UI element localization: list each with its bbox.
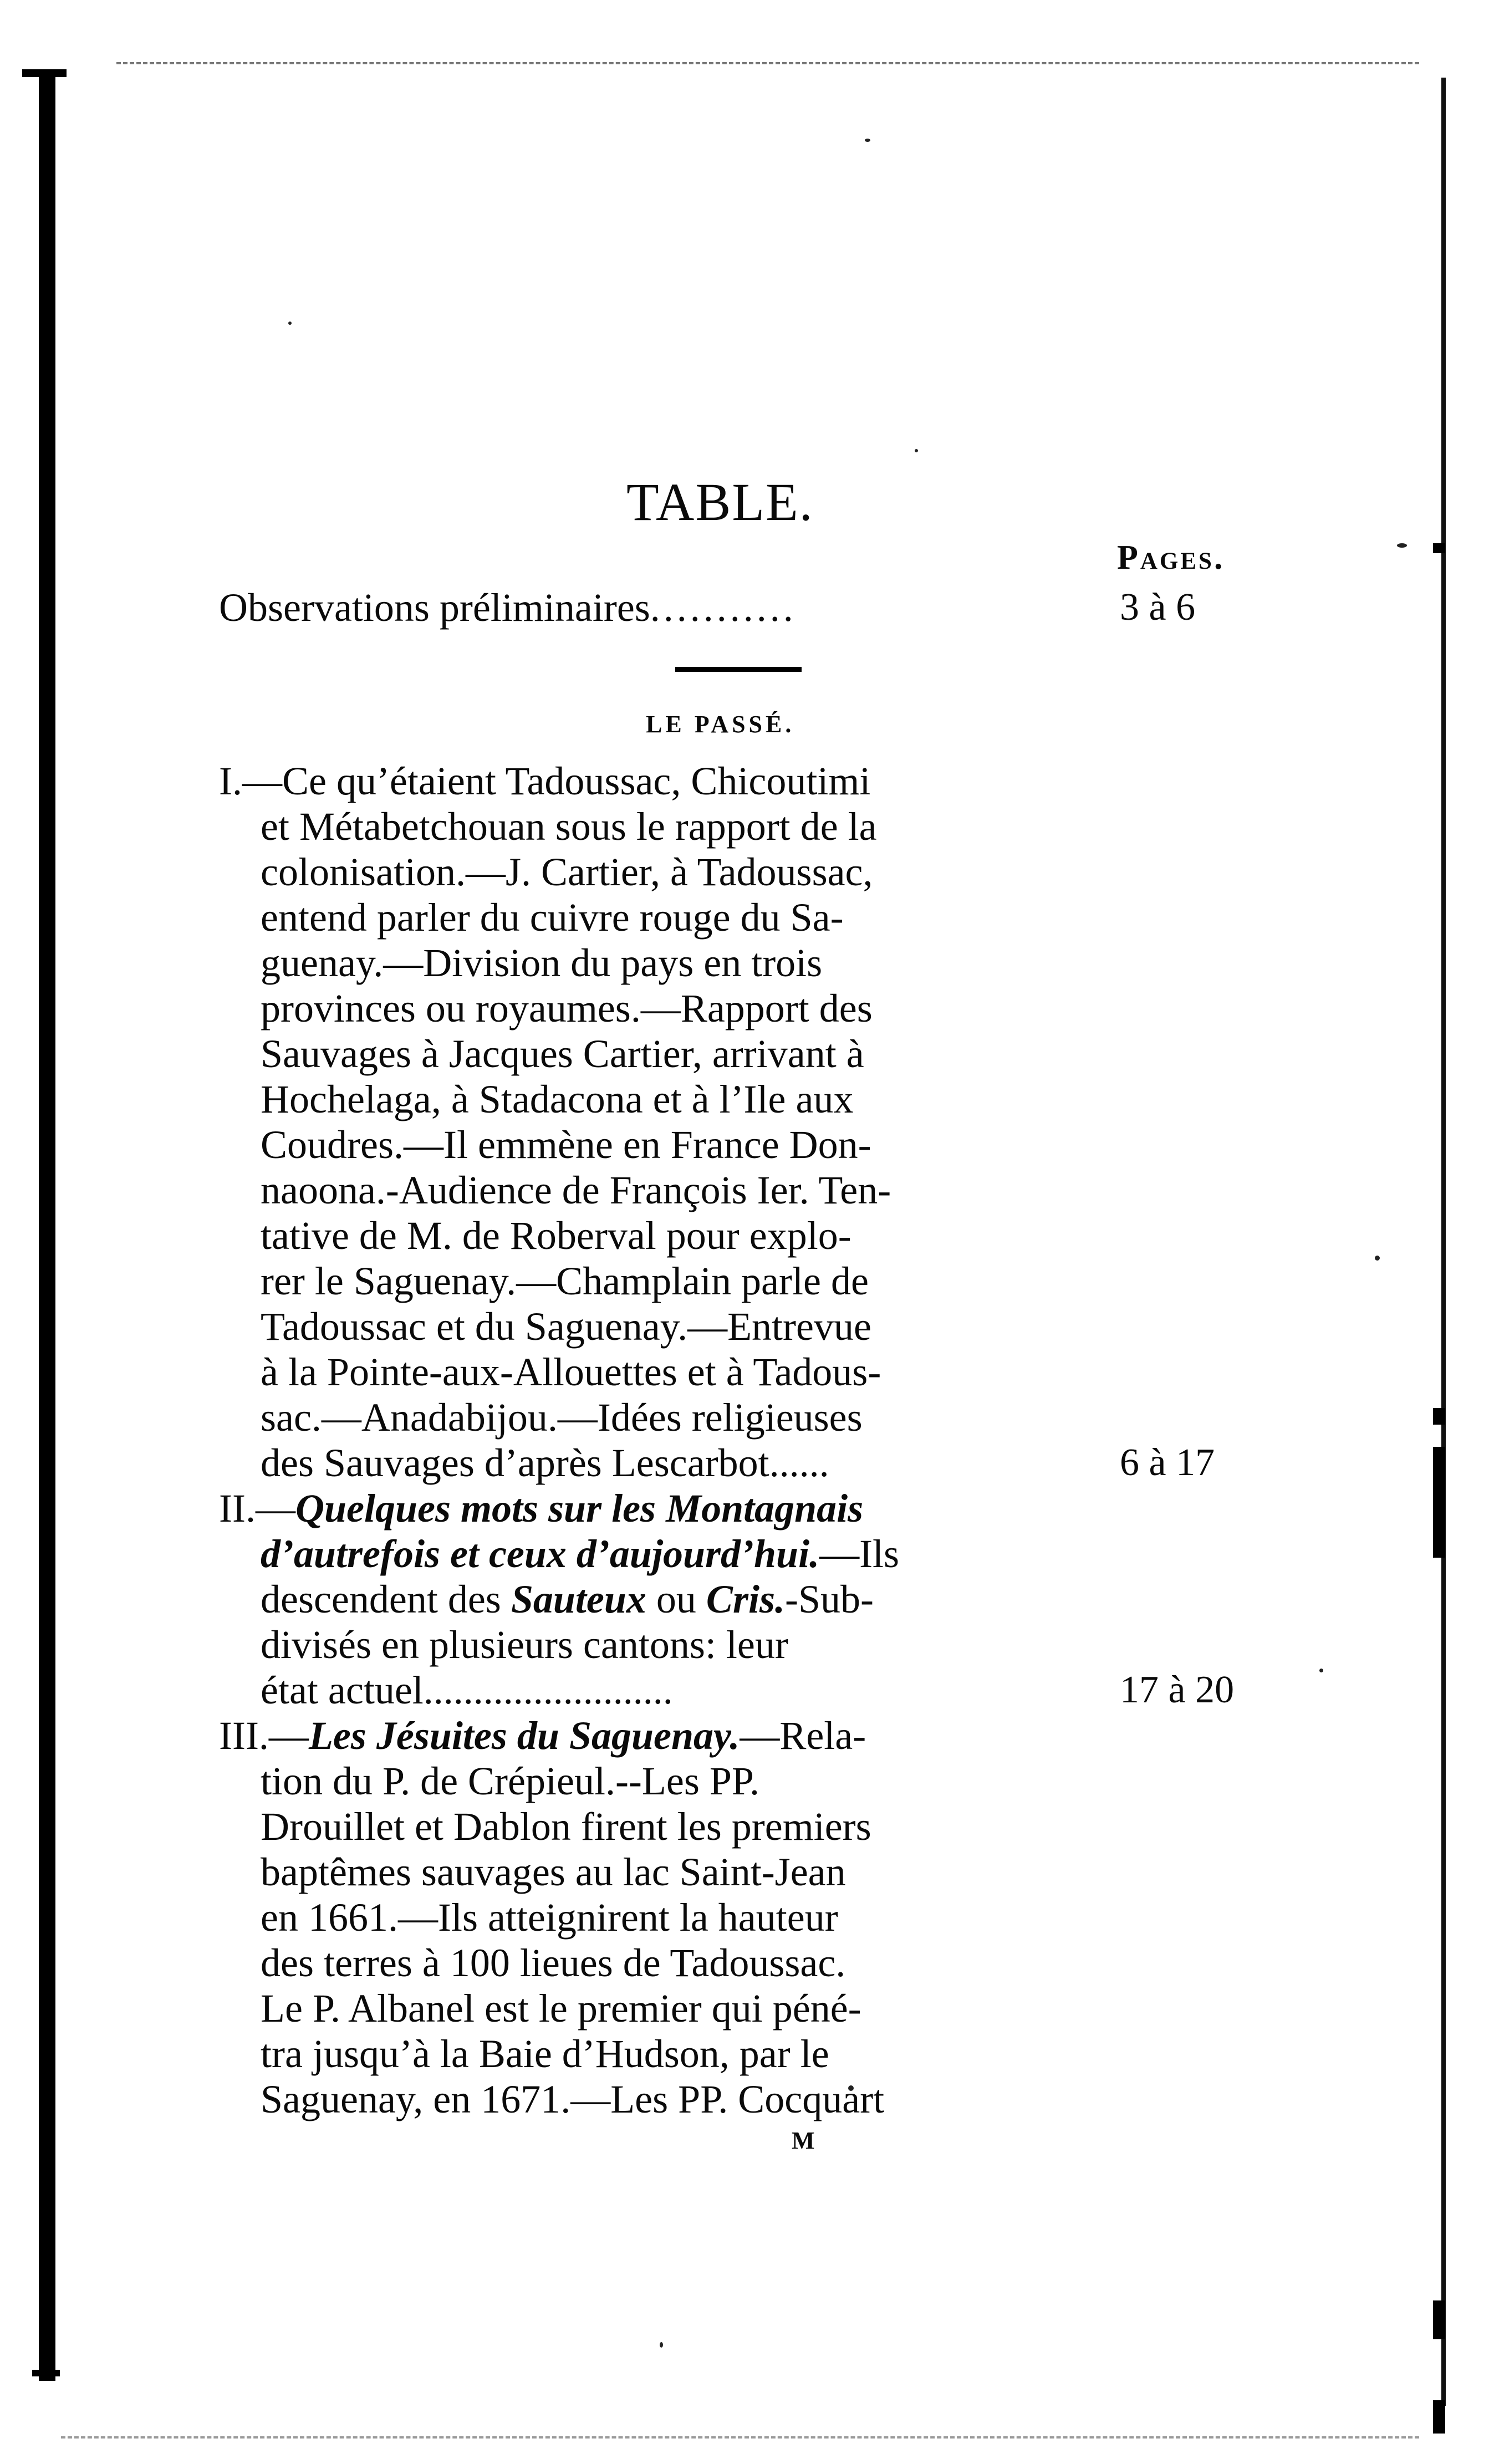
speck	[915, 449, 918, 452]
toc-line: provinces ou royaumes.—Rapport des	[261, 986, 873, 1031]
toc-line: guenay.—Division du pays en trois	[261, 941, 823, 985]
toc-entry-text: Observations préliminaires	[219, 585, 650, 630]
right-edge-mark	[1433, 2300, 1445, 2339]
toc-line: des Sauvages d’après Lescarbot......	[261, 1441, 829, 1485]
toc-line: entend parler du cuivre rouge du Sa-	[261, 895, 844, 940]
right-edge-mark	[1433, 2400, 1445, 2434]
toc-text: descendent des	[261, 1577, 511, 1621]
italic-term: Sauteux	[511, 1577, 646, 1621]
page-range: 6 à 17	[1120, 1441, 1215, 1484]
toc-line: en 1661.—Ils atteignirent la hauteur	[261, 1895, 838, 1940]
toc-line	[261, 1577, 874, 1622]
speck	[1397, 543, 1407, 548]
entry-title-italic: Quelques mots sur les Montagnais	[295, 1486, 864, 1531]
bottom-edge-dash	[61, 2436, 1419, 2439]
toc-line: Le P. Albanel est le premier qui péné-	[261, 1986, 861, 2031]
toc-line: à la Pointe-aux-Allouettes et à Tadous-	[261, 1350, 881, 1394]
entry-title-italic: Les Jésuites du Saguenay.	[308, 1713, 740, 1758]
toc-line	[219, 1713, 866, 1758]
right-edge-line	[1441, 78, 1446, 2406]
entry-title-italic: d’autrefois et ceux d’aujourd’hui.	[261, 1532, 820, 1576]
toc-line: Coudres.—Il emmène en France Don-	[261, 1123, 871, 1167]
toc-entry-preliminary	[219, 585, 797, 630]
toc-line: baptêmes sauvages au lac Saint-Jean	[261, 1850, 846, 1894]
toc-line: sac.—Anadabijou.—Idées religieuses	[261, 1395, 863, 1440]
toc-line: divisés en plusieurs cantons: leur	[261, 1623, 788, 1667]
toc-line: Hochelaga, à Stadacona et à l’Ile aux	[261, 1077, 854, 1121]
binding-edge-cap	[22, 69, 67, 77]
toc-line: Sauvages à Jacques Cartier, arrivant à	[261, 1032, 864, 1076]
toc-line: des terres à 100 lieues de Tadoussac.	[261, 1941, 846, 1985]
page-range: 3 à 6	[1120, 586, 1196, 629]
toc-line: colonisation.—J. Cartier, à Tadoussac,	[261, 850, 873, 894]
italic-term: Cris.	[706, 1577, 785, 1621]
right-edge-mark	[1433, 1408, 1445, 1425]
toc-line: tative de M. de Roberval pour explo-	[261, 1213, 851, 1258]
toc-line: Tadoussac et du Saguenay.—Entrevue	[261, 1304, 871, 1349]
leader-dots: ...........	[650, 585, 797, 630]
toc-line	[261, 1531, 899, 1577]
toc-line: rer le Saguenay.—Champlain parle de	[261, 1259, 869, 1303]
speck	[660, 2342, 663, 2348]
entry-number: II.—	[219, 1486, 295, 1531]
right-edge-mark	[1433, 543, 1445, 553]
section-divider	[675, 667, 802, 672]
toc-text: -Sub-	[785, 1577, 874, 1621]
page-title: TABLE.	[626, 472, 814, 532]
toc-line: tion du P. de Crépieul.--Les PP.	[261, 1759, 759, 1803]
section-heading: LE PASSÉ.	[646, 711, 795, 738]
binding-edge-foot	[32, 2370, 60, 2376]
toc-line: tra jusqu’à la Baie d’Hudson, par le	[261, 2032, 829, 2076]
right-edge-mark	[1433, 1447, 1445, 1558]
toc-line: I.—Ce qu’étaient Tadoussac, Chicoutimi	[219, 759, 871, 803]
speck	[1375, 1256, 1380, 1261]
toc-line: et Métabetchouan sous le rapport de la	[261, 804, 877, 849]
binding-edge-shadow	[39, 69, 55, 2381]
toc-line	[219, 1486, 863, 1531]
toc-line: Saguenay, en 1671.—Les PP. Cocquart	[261, 2077, 885, 2121]
signature-mark: M	[792, 2127, 817, 2154]
toc-text: —Rela-	[740, 1713, 866, 1758]
toc-text: ou	[646, 1577, 706, 1621]
page-range: 17 à 20	[1120, 1669, 1235, 1711]
toc-line: Drouillet et Dablon firent les premiers	[261, 1804, 871, 1849]
top-edge-dash	[116, 62, 1419, 64]
pages-column-header: Pages.	[1117, 539, 1225, 577]
speck	[865, 139, 870, 142]
toc-line: état actuel.........................	[261, 1668, 673, 1712]
entry-number: III.—	[219, 1713, 309, 1758]
toc-text: —Ils	[819, 1532, 900, 1576]
speck	[288, 322, 292, 325]
speck	[1319, 1669, 1323, 1672]
toc-line: naoona.-Audience de François Ier. Ten-	[261, 1168, 891, 1212]
